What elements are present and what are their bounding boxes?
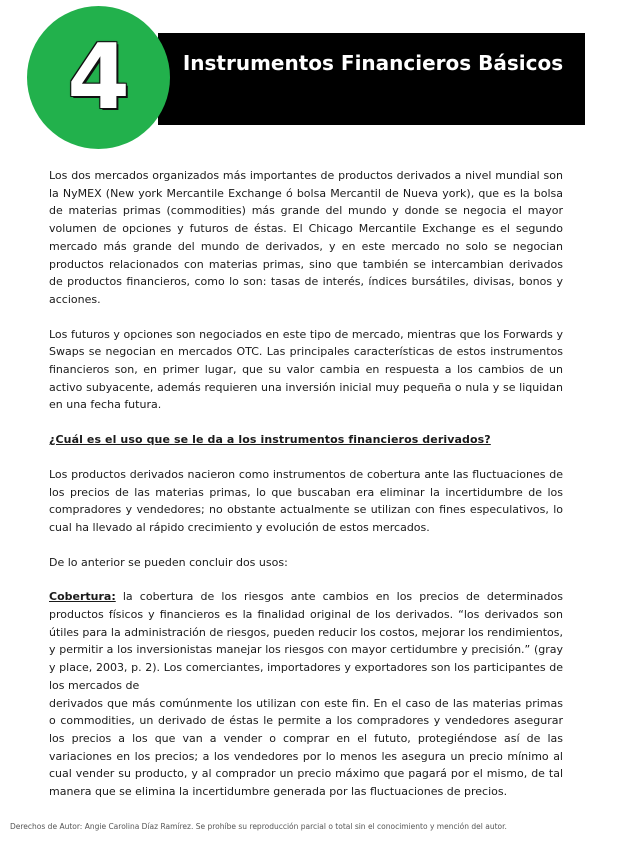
copyright-footer: Derechos de Autor: Angie Carolina Díaz Ramírez. Se prohíbe su reproducción parcial o total sin el conocimiento y mención del autor. — [10, 822, 507, 831]
document-body — [49, 167, 563, 801]
paragraph-futures: Los futuros y opciones son negociados en este tipo de mercado, mientras que los Forwards y Swaps se negocian en mercados OTC. Las principales características de estos instrumentos financieros son, en primer lugar, que su valor cambia en respuesta a los cambios de un activo subyacente, además requieren una inversión inicial muy pequeña o nula y se liquidan en una fecha futura. — [49, 327, 563, 412]
paragraph-origin: Los productos derivados nacieron como instrumentos de cobertura ante las fluctuaciones de los precios de las materias primas, lo que buscaban era eliminar la incertidumbre de los compradores y vendedores; no obstante actualmente se utilizan con fines especulativos, lo cual ha llevado al rápido crecimiento y evolución de estos mercados. — [49, 467, 563, 534]
paragraph-commodities: derivados que más comúnmente los utilizan con este fin. En el caso de las materias primas o commodities, un derivado de éstas le permite a los compradores y vendedores asegurar los precios a los que van a vender o comprar en el fututo, protegiéndose así de las variaciones en los precios; a los vendedores por lo menos les asegura un precio mínimo al cual vender su producto, y al comprador un precio máximo que pagará por el mismo, de tal manera que se elimina la incertidumbre generada por las fluctuaciones de precios. — [49, 696, 563, 799]
coverage-label: Cobertura: — [49, 590, 116, 604]
paragraph-markets: Los dos mercados organizados más importantes de productos derivados a nivel mundial son la NyMEX (New york Mercantile Exchange ó bolsa Mercantil de Nueva york), que es la bolsa de materias primas (commodities) más grande del mundo y donde se negocia el mayor volumen de opciones y futuros de éstas. El Chicago Mercantile Exchange es el segundo mercado más grande del mundo de derivados, y en este mercado no solo se negocian productos relacionados con materias primas, sino que también se intercambian derivados de productos financieros, como lo son: tasas de interés, índices bursátiles, divisas, bonos y acciones. — [49, 169, 563, 306]
chapter-number: 4 — [67, 25, 130, 130]
section-heading: ¿Cuál es el uso que se le da a los instrumentos financieros derivados? — [49, 433, 491, 447]
page-title: Instrumentos Financieros Básicos — [182, 51, 564, 75]
title-banner — [158, 33, 585, 125]
paragraph-uses: De lo anterior se pueden concluir dos usos: — [49, 555, 288, 569]
coverage-text: la cobertura de los riesgos ante cambios en los precios de determinados productos físicos y financieros es la finalidad original de los derivados. “los derivados son útiles para la administración de riesgos, pueden reducir los costos, mejorar los rendimientos, y permitir a los inversionistas manejar los riesgos con mayor certidumbre y precisión.” (gray y place, 2003, p. 2). Los comerciantes, importadores y exportadores son los participantes de los mercados de — [49, 590, 563, 692]
paragraph-coverage — [49, 588, 563, 694]
